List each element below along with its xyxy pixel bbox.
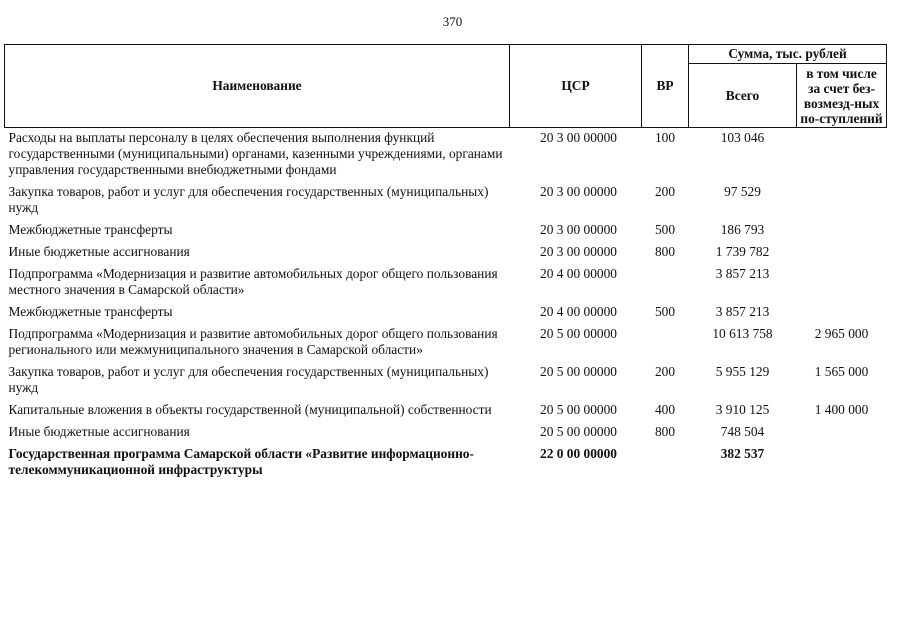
- row-incl-cell: [797, 128, 887, 183]
- row-vr-cell: 200: [654, 184, 676, 199]
- row-incl-cell: 1 400 000: [814, 402, 869, 417]
- row-csr-cell: 22 0 00 00000: [540, 446, 617, 461]
- table-row: [5, 324, 887, 362]
- row-total-cell: 748 504: [720, 424, 765, 439]
- row-total-cell: 3 857 213: [715, 304, 770, 319]
- row-incl-cell: 2 965 000: [814, 326, 869, 341]
- row-name-cell: Иные бюджетные ассигнования: [8, 244, 190, 259]
- row-vr-cell: 200: [654, 364, 676, 379]
- budget-table: [4, 44, 887, 482]
- row-incl-cell: [797, 242, 887, 264]
- row-vr-cell: 500: [654, 222, 676, 237]
- row-total-cell: 5 955 129: [715, 364, 770, 379]
- table-row: [5, 444, 887, 482]
- header-sum-group: Сумма, тыс. рублей: [689, 45, 887, 64]
- row-csr-cell: 20 3 00 00000: [540, 184, 617, 199]
- page-number: 370: [442, 14, 463, 29]
- table-row: [5, 128, 887, 183]
- row-vr-cell: 800: [654, 244, 676, 259]
- header-vr: ВР: [642, 45, 689, 128]
- table-row: [5, 264, 887, 302]
- row-name-cell: Подпрограмма «Модернизация и развитие автомобильных дорог общего пользования местного значения в Самарской области»: [8, 266, 498, 297]
- header-name: Наименование: [5, 45, 510, 128]
- row-total-cell: 10 613 758: [712, 326, 773, 341]
- row-vr-cell: 400: [654, 402, 676, 417]
- table-row: [5, 302, 887, 324]
- row-csr-cell: 20 3 00 00000: [540, 222, 617, 237]
- row-csr-cell: 20 5 00 00000: [540, 402, 617, 417]
- row-vr-cell: [642, 324, 689, 362]
- row-total-cell: 97 529: [724, 184, 761, 199]
- table-row: [5, 220, 887, 242]
- row-name-cell: Закупка товаров, работ и услуг для обеспечения государственных (муниципальных) нужд: [8, 364, 489, 395]
- table-header: [5, 45, 887, 128]
- row-incl-cell: [797, 220, 887, 242]
- row-vr-cell: [642, 444, 689, 482]
- row-incl-cell: 1 565 000: [814, 364, 869, 379]
- row-csr-cell: 20 4 00 00000: [540, 304, 617, 319]
- row-incl-cell: [797, 182, 887, 220]
- row-name-cell: Иные бюджетные ассигнования: [8, 424, 190, 439]
- row-total-cell: 103 046: [720, 130, 765, 145]
- row-total-cell: 382 537: [720, 446, 765, 461]
- row-name-cell: Закупка товаров, работ и услуг для обеспечения государственных (муниципальных) нужд: [8, 184, 489, 215]
- row-vr-cell: 100: [654, 130, 676, 145]
- header-incl: в том числе за счет без-возмезд-ных по-ступлений: [797, 64, 887, 128]
- row-csr-cell: 20 3 00 00000: [540, 130, 617, 145]
- header-total: Всего: [689, 64, 797, 128]
- row-csr-cell: 20 5 00 00000: [540, 424, 617, 439]
- row-incl-cell: [797, 264, 887, 302]
- row-total-cell: 186 793: [720, 222, 765, 237]
- header-csr: ЦСР: [510, 45, 642, 128]
- row-csr-cell: 20 3 00 00000: [540, 244, 617, 259]
- row-total-cell: 3 857 213: [715, 266, 770, 281]
- row-name-cell: Расходы на выплаты персоналу в целях обеспечения выполнения функций государственными (муниципальными) органами, казенными учреждениями, органами управления государственными внебюджетными фондами: [8, 130, 503, 177]
- row-csr-cell: 20 5 00 00000: [540, 326, 617, 341]
- row-name-cell: Межбюджетные трансферты: [8, 222, 173, 237]
- row-incl-cell: [797, 302, 887, 324]
- table-row: [5, 182, 887, 220]
- table-row: [5, 422, 887, 444]
- row-csr-cell: 20 5 00 00000: [540, 364, 617, 379]
- table-row: [5, 362, 887, 400]
- row-vr-cell: 500: [654, 304, 676, 319]
- row-name-cell: Межбюджетные трансферты: [8, 304, 173, 319]
- table-body: [5, 128, 887, 483]
- row-name-cell: Подпрограмма «Модернизация и развитие автомобильных дорог общего пользования регионального или межмуниципального значения в Самарской области»: [8, 326, 498, 357]
- row-incl-cell: [797, 422, 887, 444]
- row-vr-cell: 800: [654, 424, 676, 439]
- table-row: [5, 400, 887, 422]
- row-total-cell: 3 910 125: [715, 402, 770, 417]
- row-name-cell: Государственная программа Самарской области «Развитие информационно-телекоммуникационной инфраструктуры: [8, 446, 474, 477]
- row-csr-cell: 20 4 00 00000: [540, 266, 617, 281]
- row-total-cell: 1 739 782: [715, 244, 770, 259]
- row-name-cell: Капитальные вложения в объекты государственной (муниципальной) собственности: [8, 402, 492, 417]
- table-row: [5, 242, 887, 264]
- row-vr-cell: [642, 264, 689, 302]
- row-incl-cell: [797, 444, 887, 482]
